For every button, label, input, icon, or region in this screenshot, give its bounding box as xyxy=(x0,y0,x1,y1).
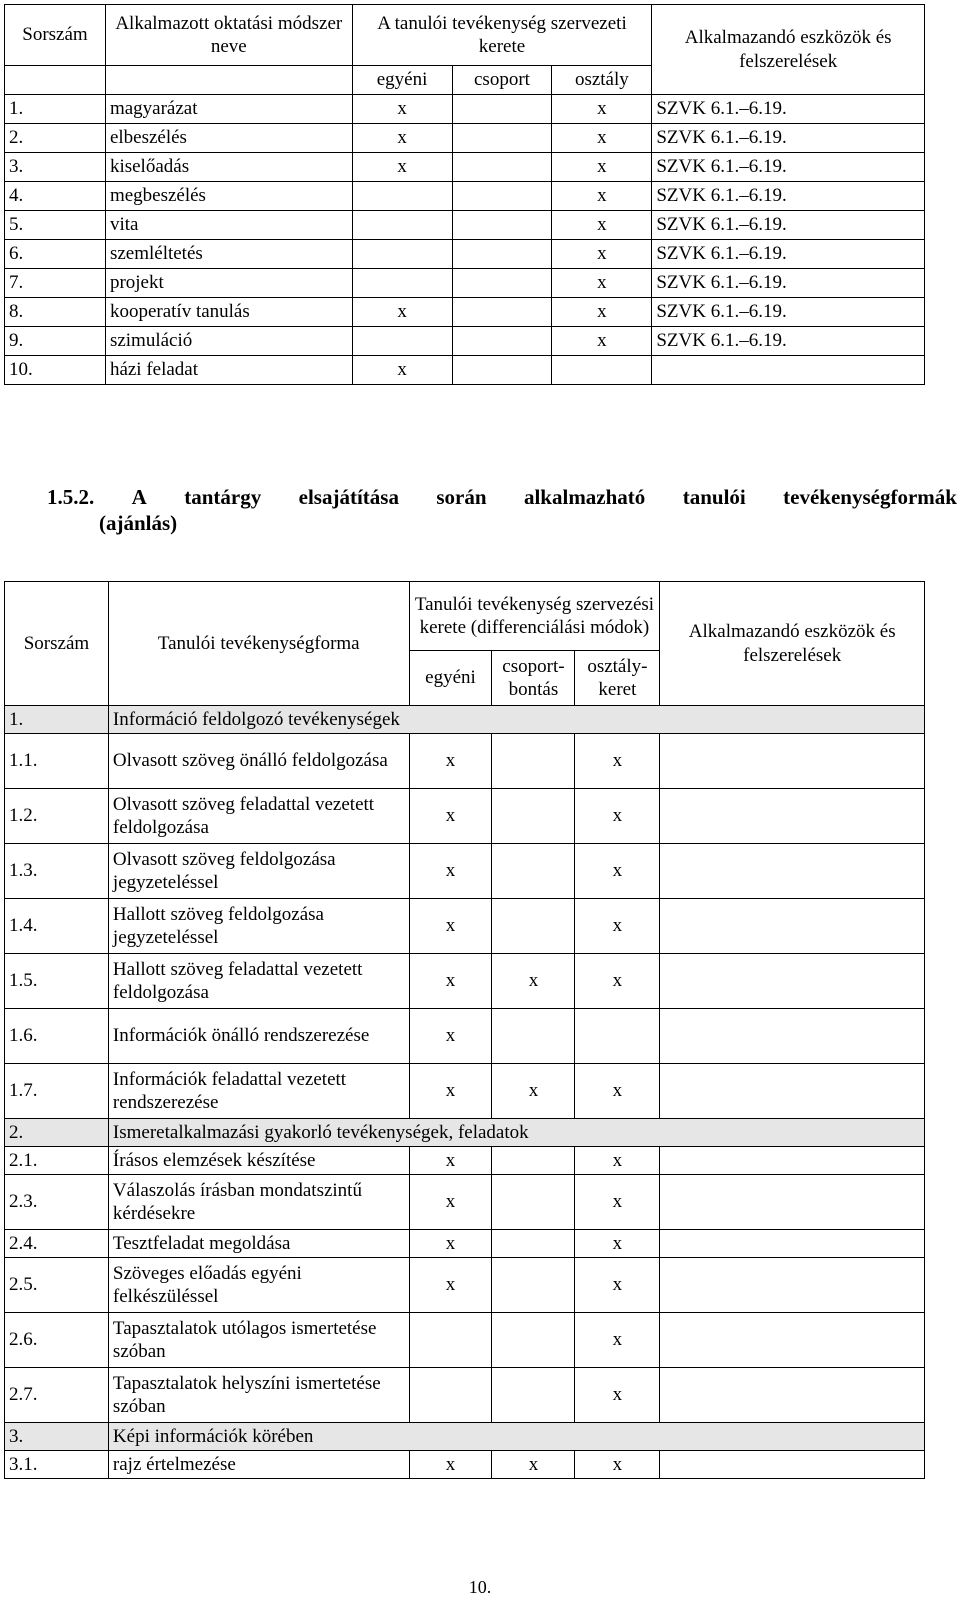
row-number: 7. xyxy=(5,269,106,298)
mark-egyeni: x xyxy=(409,844,492,899)
activity-form: Szöveges előadás egyéni felkészüléssel xyxy=(108,1258,409,1313)
table-row xyxy=(5,1451,925,1479)
tools-value xyxy=(660,899,925,954)
mark-csoportbontas: x xyxy=(492,954,575,1009)
activity-forms-table-body xyxy=(5,582,925,1479)
row-number: 6. xyxy=(5,240,106,269)
mark-csoportbontas xyxy=(492,734,575,789)
mark-osztalykeret xyxy=(575,1009,660,1064)
table-row xyxy=(5,298,925,327)
mark-osztalykeret: x xyxy=(575,1230,660,1258)
method-name: elbeszélés xyxy=(105,124,352,153)
method-name: vita xyxy=(105,211,352,240)
mark-osztaly: x xyxy=(552,153,652,182)
mark-csoport xyxy=(452,298,552,327)
header-method-name: Alkalmazott oktatási módszer neve xyxy=(105,5,352,66)
method-name: kiselőadás xyxy=(105,153,352,182)
tools-value xyxy=(660,1175,925,1230)
section-title: Képi információk körében xyxy=(108,1423,924,1451)
row-number: 2.3. xyxy=(5,1175,109,1230)
section-row xyxy=(5,706,925,734)
table-row xyxy=(5,327,925,356)
mark-egyeni: x xyxy=(409,1230,492,1258)
mark-osztalykeret: x xyxy=(575,954,660,1009)
mark-egyeni xyxy=(352,327,452,356)
page-number: 10. xyxy=(468,1577,492,1597)
header-empty-num xyxy=(5,66,106,95)
section-row xyxy=(5,1423,925,1451)
activity-form: Olvasott szöveg feladattal vezetett feldolgozása xyxy=(108,789,409,844)
table-row xyxy=(5,95,925,124)
tools-value xyxy=(660,1258,925,1313)
header-empty-name xyxy=(105,66,352,95)
mark-egyeni: x xyxy=(409,1147,492,1175)
row-number: 2.7. xyxy=(5,1368,109,1423)
tools-value: SZVK 6.1.–6.19. xyxy=(652,240,925,269)
row-number: 3. xyxy=(5,153,106,182)
activity-form: Olvasott szöveg feldolgozása jegyzeteléssel xyxy=(108,844,409,899)
mark-csoportbontas: x xyxy=(492,1064,575,1119)
method-name: megbeszélés xyxy=(105,182,352,211)
header-osztaly: osztály xyxy=(552,66,652,95)
tools-value xyxy=(660,1451,925,1479)
mark-osztalykeret: x xyxy=(575,1258,660,1313)
table-row xyxy=(5,1147,925,1175)
header-tools: Alkalmazandó eszközök és felszerelések xyxy=(652,5,925,95)
activity-form: Tapasztalatok helyszíni ismertetése szóban xyxy=(108,1368,409,1423)
table-row xyxy=(5,1009,925,1064)
activity-form: Hallott szöveg feladattal vezetett feldolgozása xyxy=(108,954,409,1009)
header2-form: Tanulói tevékenységforma xyxy=(108,582,409,706)
mark-osztalykeret: x xyxy=(575,1313,660,1368)
method-name: kooperatív tanulás xyxy=(105,298,352,327)
mark-egyeni: x xyxy=(409,1258,492,1313)
table-row xyxy=(5,153,925,182)
header-csoport: csoport xyxy=(452,66,552,95)
mark-csoportbontas xyxy=(492,1258,575,1313)
table-row xyxy=(5,240,925,269)
tools-value: SZVK 6.1.–6.19. xyxy=(652,153,925,182)
mark-osztalykeret: x xyxy=(575,1064,660,1119)
mark-csoportbontas xyxy=(492,1230,575,1258)
table-row xyxy=(5,1313,925,1368)
row-number: 8. xyxy=(5,298,106,327)
activity-form: Olvasott szöveg önálló feldolgozása xyxy=(108,734,409,789)
header2-csoportbontas: csoport-bontás xyxy=(492,651,575,706)
mark-csoportbontas xyxy=(492,1009,575,1064)
mark-csoport xyxy=(452,95,552,124)
mark-egyeni: x xyxy=(409,899,492,954)
table-row xyxy=(5,1368,925,1423)
row-number: 10. xyxy=(5,356,106,385)
row-number: 2.5. xyxy=(5,1258,109,1313)
row-number: 9. xyxy=(5,327,106,356)
mark-osztalykeret: x xyxy=(575,1368,660,1423)
row-number: 1.6. xyxy=(5,1009,109,1064)
header-activity-frame: A tanulói tevékenység szervezeti kerete xyxy=(352,5,652,66)
tools-value: SZVK 6.1.–6.19. xyxy=(652,182,925,211)
row-number: 2. xyxy=(5,1119,109,1147)
row-number: 2.4. xyxy=(5,1230,109,1258)
row-number: 1. xyxy=(5,706,109,734)
table-row xyxy=(5,954,925,1009)
heading-line-2: (ajánlás) xyxy=(99,511,178,536)
mark-osztaly: x xyxy=(552,269,652,298)
mark-osztalykeret: x xyxy=(575,734,660,789)
activity-form: Tapasztalatok utólagos ismertetése szóban xyxy=(108,1313,409,1368)
heading-word: tevékenységformák xyxy=(783,485,957,509)
row-number: 5. xyxy=(5,211,106,240)
header2-sorszam: Sorszám xyxy=(5,582,109,706)
table-row xyxy=(5,1258,925,1313)
header2-tools: Alkalmazandó eszközök és felszerelések xyxy=(660,582,925,706)
method-name: projekt xyxy=(105,269,352,298)
table-row xyxy=(5,734,925,789)
tools-value: SZVK 6.1.–6.19. xyxy=(652,95,925,124)
table-row xyxy=(5,211,925,240)
mark-egyeni xyxy=(352,182,452,211)
row-number: 2.1. xyxy=(5,1147,109,1175)
activity-form: Hallott szöveg feldolgozása jegyzeteléssel xyxy=(108,899,409,954)
tools-value xyxy=(660,954,925,1009)
mark-osztaly xyxy=(552,356,652,385)
row-number: 1.4. xyxy=(5,899,109,954)
section-heading xyxy=(47,484,957,537)
table-row xyxy=(5,1064,925,1119)
mark-osztalykeret: x xyxy=(575,1147,660,1175)
table-row xyxy=(5,124,925,153)
mark-osztalykeret: x xyxy=(575,789,660,844)
table-row xyxy=(5,356,925,385)
mark-egyeni: x xyxy=(352,298,452,327)
table-row xyxy=(5,899,925,954)
mark-csoportbontas xyxy=(492,1368,575,1423)
mark-csoport xyxy=(452,182,552,211)
mark-csoportbontas xyxy=(492,899,575,954)
mark-egyeni: x xyxy=(352,356,452,385)
mark-egyeni: x xyxy=(352,153,452,182)
mark-osztaly: x xyxy=(552,327,652,356)
tools-value xyxy=(660,1230,925,1258)
mark-csoportbontas xyxy=(492,1313,575,1368)
mark-csoport xyxy=(452,153,552,182)
mark-egyeni: x xyxy=(352,124,452,153)
activity-form: Tesztfeladat megoldása xyxy=(108,1230,409,1258)
mark-osztalykeret: x xyxy=(575,844,660,899)
mark-egyeni: x xyxy=(409,734,492,789)
mark-csoport xyxy=(452,327,552,356)
row-number: 1.7. xyxy=(5,1064,109,1119)
table-row xyxy=(5,844,925,899)
method-name: szemléltetés xyxy=(105,240,352,269)
mark-osztalykeret: x xyxy=(575,1175,660,1230)
row-number: 1.1. xyxy=(5,734,109,789)
mark-egyeni xyxy=(352,240,452,269)
activity-form: Információk feladattal vezetett rendszerezése xyxy=(108,1064,409,1119)
mark-csoportbontas xyxy=(492,789,575,844)
mark-csoport xyxy=(452,356,552,385)
tools-value xyxy=(660,1064,925,1119)
methods-table-body xyxy=(5,5,925,385)
mark-csoportbontas xyxy=(492,1147,575,1175)
mark-osztaly: x xyxy=(552,95,652,124)
tools-value xyxy=(652,356,925,385)
heading-word: A xyxy=(131,485,147,509)
mark-osztalykeret: x xyxy=(575,899,660,954)
section-title: Információ feldolgozó tevékenységek xyxy=(108,706,924,734)
table-row xyxy=(5,182,925,211)
method-name: szimuláció xyxy=(105,327,352,356)
mark-csoport xyxy=(452,124,552,153)
mark-csoportbontas xyxy=(492,844,575,899)
tools-value xyxy=(660,1313,925,1368)
mark-egyeni: x xyxy=(409,1175,492,1230)
table-row xyxy=(5,1175,925,1230)
heading-word: tantárgy xyxy=(184,485,262,509)
mark-egyeni: x xyxy=(352,95,452,124)
mark-egyeni: x xyxy=(409,789,492,844)
mark-osztaly: x xyxy=(552,182,652,211)
tools-value xyxy=(660,1147,925,1175)
tools-value: SZVK 6.1.–6.19. xyxy=(652,211,925,240)
heading-word: során xyxy=(436,485,487,509)
activity-form: rajz értelmezése xyxy=(108,1451,409,1479)
row-number: 3. xyxy=(5,1423,109,1451)
heading-line-1 xyxy=(47,484,957,510)
table-row xyxy=(5,789,925,844)
method-name: házi feladat xyxy=(105,356,352,385)
mark-egyeni: x xyxy=(409,1009,492,1064)
tools-value: SZVK 6.1.–6.19. xyxy=(652,124,925,153)
mark-csoportbontas xyxy=(492,1175,575,1230)
mark-egyeni: x xyxy=(409,954,492,1009)
header2-osztalykeret: osztály-keret xyxy=(575,651,660,706)
heading-word: tanulói xyxy=(682,485,746,509)
mark-osztaly: x xyxy=(552,298,652,327)
mark-osztalykeret: x xyxy=(575,1451,660,1479)
activity-forms-table xyxy=(4,581,925,1479)
header-egyeni: egyéni xyxy=(352,66,452,95)
table-row xyxy=(5,269,925,298)
tools-value xyxy=(660,1009,925,1064)
row-number: 3.1. xyxy=(5,1451,109,1479)
mark-osztaly: x xyxy=(552,124,652,153)
section-row xyxy=(5,1119,925,1147)
row-number: 2.6. xyxy=(5,1313,109,1368)
tools-value xyxy=(660,734,925,789)
activity-form: Válaszolás írásban mondatszintű kérdésekre xyxy=(108,1175,409,1230)
method-name: magyarázat xyxy=(105,95,352,124)
tools-value: SZVK 6.1.–6.19. xyxy=(652,269,925,298)
row-number: 1.5. xyxy=(5,954,109,1009)
mark-csoport xyxy=(452,269,552,298)
header2-egyeni: egyéni xyxy=(409,651,492,706)
heading-number: 1.5.2. xyxy=(47,485,95,509)
row-number: 1.2. xyxy=(5,789,109,844)
mark-csoport xyxy=(452,240,552,269)
mark-egyeni xyxy=(409,1313,492,1368)
mark-egyeni xyxy=(409,1368,492,1423)
section-title: Ismeretalkalmazási gyakorló tevékenységek, feladatok xyxy=(108,1119,924,1147)
row-number: 2. xyxy=(5,124,106,153)
row-number: 1. xyxy=(5,95,106,124)
heading-word: elsajátítása xyxy=(298,485,399,509)
tools-value: SZVK 6.1.–6.19. xyxy=(652,298,925,327)
tools-value xyxy=(660,1368,925,1423)
mark-egyeni: x xyxy=(409,1451,492,1479)
mark-egyeni xyxy=(352,211,452,240)
tools-value xyxy=(660,789,925,844)
row-number: 1.3. xyxy=(5,844,109,899)
methods-table xyxy=(4,4,925,385)
activity-form: Információk önálló rendszerezése xyxy=(108,1009,409,1064)
mark-osztaly: x xyxy=(552,240,652,269)
header2-activity-frame: Tanulói tevékenység szervezési kerete (differenciálási módok) xyxy=(409,582,660,651)
tools-value xyxy=(660,844,925,899)
heading-word: alkalmazható xyxy=(523,485,646,509)
activity-form: Írásos elemzések készítése xyxy=(108,1147,409,1175)
row-number: 4. xyxy=(5,182,106,211)
header-sorszam: Sorszám xyxy=(5,5,106,66)
table-row xyxy=(5,1230,925,1258)
mark-osztaly: x xyxy=(552,211,652,240)
mark-csoportbontas: x xyxy=(492,1451,575,1479)
mark-egyeni xyxy=(352,269,452,298)
mark-egyeni: x xyxy=(409,1064,492,1119)
mark-csoport xyxy=(452,211,552,240)
tools-value: SZVK 6.1.–6.19. xyxy=(652,327,925,356)
